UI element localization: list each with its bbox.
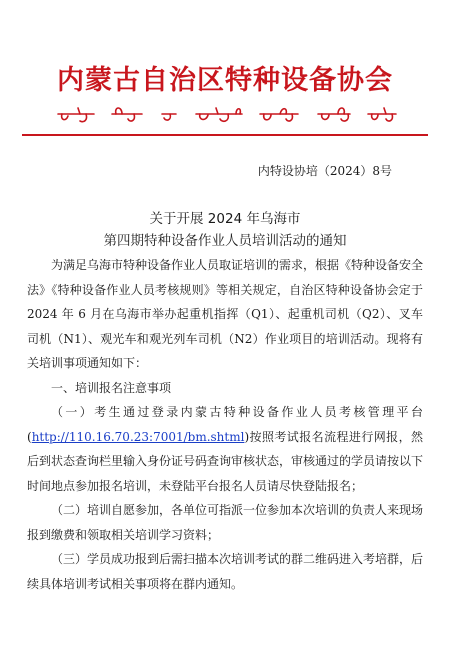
item-1-paragraph [27, 400, 423, 498]
intro-paragraph: 为满足乌海市特种设备作业人员取证培训的需求，根据《特种设备安全法》《特种设备作业人员考核规则》等相关规定，自治区特种设备协会定于 2024 年 6 月在乌海市举办起重机指挥（Q1）、起重机司机（Q2）、叉车司机（N1）、观光车和观光列车司机（N2）作业项目的培训活动。现将有关培训事项通知如下： [27, 258, 424, 370]
section-1-heading: 一、培训报名注意事项 [51, 380, 172, 395]
item-3-paragraph: （三）学员成功报到后需扫描本次培训考试的群二维码进入考培群，后续具体培训考试相关事项将在群内通知。 [27, 552, 424, 591]
mongolian-script-graphic [50, 102, 400, 126]
mongolian-script-org-name [50, 102, 400, 126]
header-red-rule [22, 134, 428, 136]
notice-body [27, 253, 423, 596]
notice-title-line-1: 关于开展 2024 年乌海市 [149, 211, 301, 227]
item-1-text-before: （一）考生通过登录内蒙古特种设备作业人员考核管理平台( [27, 405, 423, 444]
document-number: 内特设协培（2024）8号 [257, 164, 392, 178]
item-2-paragraph: （二）培训自愿参加，各单位可指派一位参加本次培训的负责人来现场报到缴费和领取相关培训学习资料； [27, 503, 424, 542]
org-name-heading: 内蒙古自治区特种设备协会 [57, 65, 393, 96]
registration-platform-link[interactable]: http://110.16.70.23:7001/bm.shtml [31, 429, 245, 444]
item-1-text-after: )按照考试报名流程进行网报，然后到状态查询栏里输入身份证号码查询审核状态，审核通过的学员请按以下时间地点参加报名培训，未登陆平台报名人员请尽快登陆报名； [27, 429, 424, 493]
notice-title-line-2: 第四期特种设备作业人员培训活动的通知 [103, 233, 347, 249]
